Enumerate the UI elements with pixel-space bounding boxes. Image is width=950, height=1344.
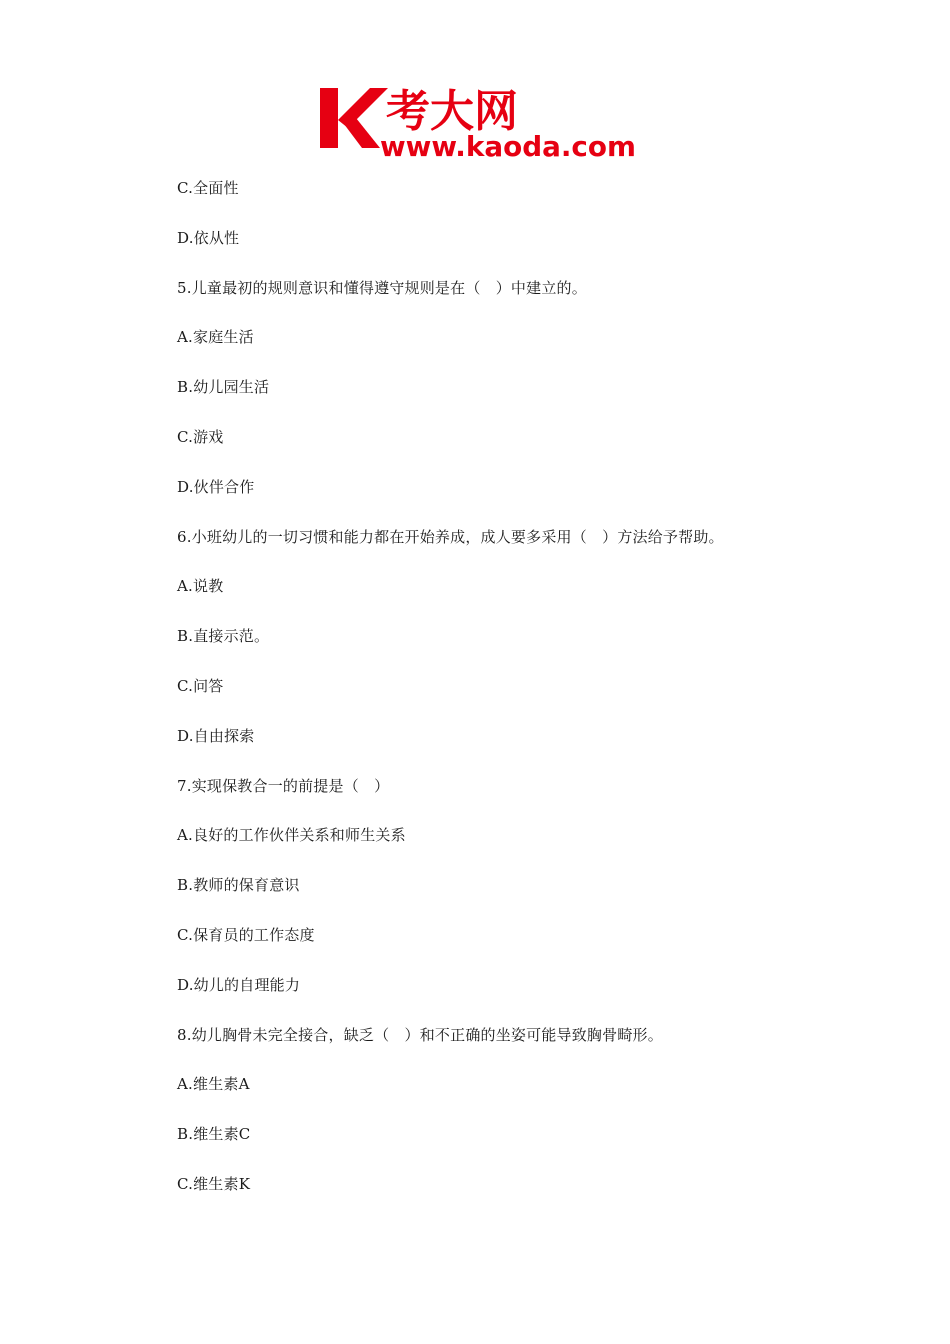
option-7c: C.保育员的工作态度 [177,925,315,944]
option-8b: B.维生素C [177,1125,251,1144]
logo-brand-url: www.kaoda.com [380,130,636,160]
question-8: 8.幼儿胸骨未完全接合，缺乏（ ）和不正确的坐姿可能导致胸骨畸形。 [177,1025,663,1044]
option-5d: D.伙伴合作 [177,477,255,496]
option-4d: D.依从性 [177,228,240,247]
question-7: 7.实现保教合一的前提是（ ） [177,776,390,795]
question-5: 5.儿童最初的规则意识和懂得遵守规则是在（ ）中建立的。 [177,278,587,297]
option-7d: D.幼儿的自理能力 [177,975,301,994]
option-5a: A.家庭生活 [177,328,254,347]
question-6: 6.小班幼儿的一切习惯和能力都在开始养成，成人要多采用（ ）方法给予帮助。 [177,527,724,546]
question-content [177,175,877,1221]
option-6a: A.说教 [177,577,224,596]
kaoda-logo [318,84,640,160]
option-7a: A.良好的工作伙伴关系和师生关系 [177,826,406,845]
option-4c: C.全面性 [177,179,239,197]
kaoda-logo-graphic [318,84,640,160]
option-6b: B.直接示范。 [177,627,270,646]
logo-brand-cn: 考大网 [386,86,518,137]
option-5c: C.游戏 [177,427,224,446]
option-8c: C.维生素K [177,1174,251,1193]
option-8a: A.维生素A [177,1075,250,1094]
option-5b: B.幼儿园生活 [177,378,270,397]
option-6d: D.自由探索 [177,726,255,745]
option-6c: C.问答 [177,676,224,695]
option-7b: B.教师的保育意识 [177,876,300,895]
